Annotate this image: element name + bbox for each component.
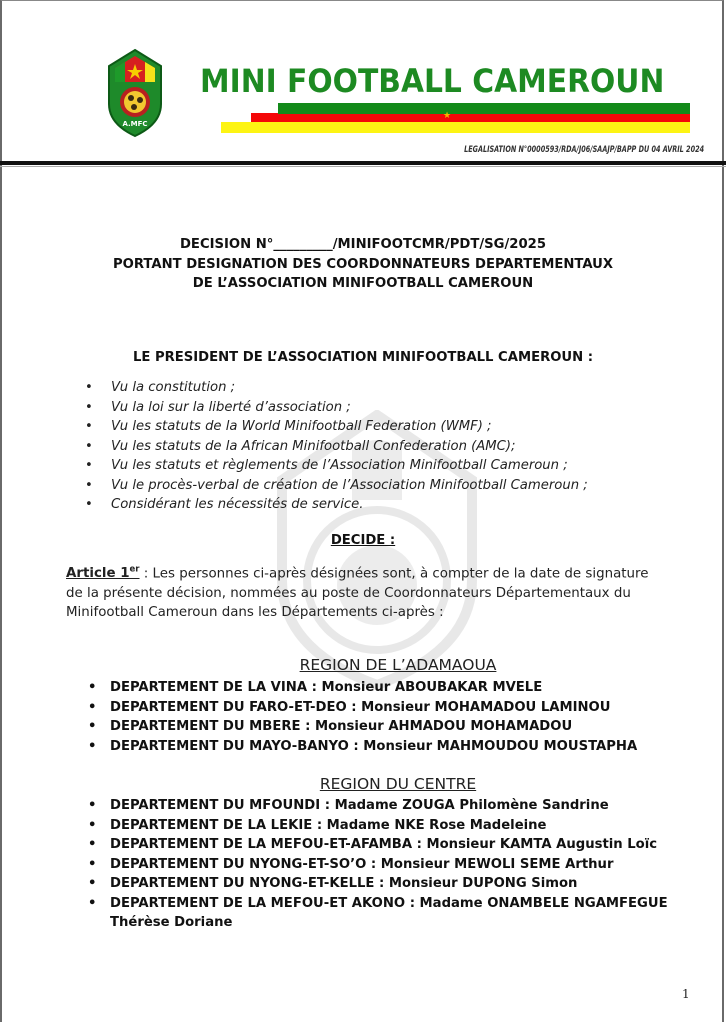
department-item: • DEPARTEMENT DE LA MEFOU-ET AKONO : Madame ONAMBELE NGAMFEGUE Thérèse Doriane — [88, 894, 678, 933]
letterhead — [0, 0, 726, 168]
article-label: Article 1er — [66, 565, 140, 582]
department-item: • DEPARTEMENT DE LA VINA : Monsieur ABOUBAKAR MVELE — [88, 678, 678, 698]
legalisation-reference: LEGALISATION N°0000593/RDA/J06/SAAJP/BAPP DU 04 AVRIL 2024 — [463, 144, 704, 154]
department-item: • DEPARTEMENT DU MBERE : Monsieur AHMADOU MOHAMADOU — [88, 717, 678, 737]
considerant-item: • Vu la loi sur la liberté d’association ; — [83, 398, 588, 418]
region-title-centre: REGION DU CENTRE — [319, 775, 477, 793]
flag-stripe-red — [251, 113, 690, 122]
flag-stripe-green — [278, 103, 690, 114]
brand-title: MINI FOOTBALL CAMEROUN — [200, 62, 665, 100]
decide-heading: DECIDE : — [330, 533, 396, 548]
department-item: • DEPARTEMENT DU NYONG-ET-SO’O : Monsieur MEWOLI SEME Arthur — [88, 855, 678, 875]
considerant-item: • Vu les statuts de la World Minifootball Federation (WMF) ; — [83, 417, 588, 437]
svg-text:A.MFC: A.MFC — [122, 120, 148, 128]
decision-title — [0, 235, 726, 294]
department-list-centre — [88, 796, 678, 933]
considerant-item: • Vu la constitution ; — [83, 378, 588, 398]
star-icon: ★ — [443, 111, 452, 121]
department-item: • DEPARTEMENT DE LA MEFOU-ET-AFAMBA : Monsieur KAMTA Augustin Loïc — [88, 835, 678, 855]
department-item: • DEPARTEMENT DU MFOUNDI : Madame ZOUGA Philomène Sandrine — [88, 796, 678, 816]
decision-number: DECISION N°_________/MINIFOOTCMR/PDT/SG/2025 — [179, 237, 546, 252]
considerants-list — [83, 378, 588, 515]
department-item: • DEPARTEMENT DU FARO-ET-DEO : Monsieur MOHAMADOU LAMINOU — [88, 698, 678, 718]
article-text: : Les personnes ci-après désignées sont, à compter de la date de signature de la présente décision, nommées au poste de Coordonnateurs Départementaux du Minifootball Cameroun dans les Départements ci-après : — [66, 566, 649, 621]
decision-subject: PORTANT DESIGNATION DES COORDONNATEURS DEPARTEMENTAUX — [112, 256, 614, 272]
amc-shield-logo-icon — [103, 48, 167, 138]
department-item: • DEPARTEMENT DU MAYO-BANYO : Monsieur MAHMOUDOU MOUSTAPHA — [88, 737, 678, 757]
header-divider — [0, 161, 726, 165]
department-item: • DEPARTEMENT DE LA LEKIE : Madame NKE Rose Madeleine — [88, 816, 678, 836]
department-item: • DEPARTEMENT DU NYONG-ET-KELLE : Monsieur DUPONG Simon — [88, 874, 678, 894]
considerant-item: • Vu le procès-verbal de création de l’Association Minifootball Cameroun ; — [83, 476, 588, 496]
considerant-item: • Vu les statuts et règlements de l’Association Minifootball Cameroun ; — [83, 456, 588, 476]
region-title-adamaoua: REGION DE L’ADAMAOUA — [299, 656, 497, 674]
president-heading: LE PRESIDENT DE L’ASSOCIATION MINIFOOTBALL CAMEROUN : — [132, 350, 594, 365]
page-number: 1 — [682, 987, 690, 1001]
flag-stripe-yellow — [221, 122, 690, 133]
article-1 — [66, 561, 666, 623]
considerant-item: • Vu les statuts de la African Minifootball Confederation (AMC); — [83, 437, 588, 457]
header-divider-thin — [0, 166, 726, 167]
considerant-item: • Considérant les nécessités de service. — [83, 495, 588, 515]
department-list-adamaoua — [88, 678, 678, 756]
decision-subject-cont: DE L’ASSOCIATION MINIFOOTBALL CAMEROUN — [192, 276, 534, 291]
